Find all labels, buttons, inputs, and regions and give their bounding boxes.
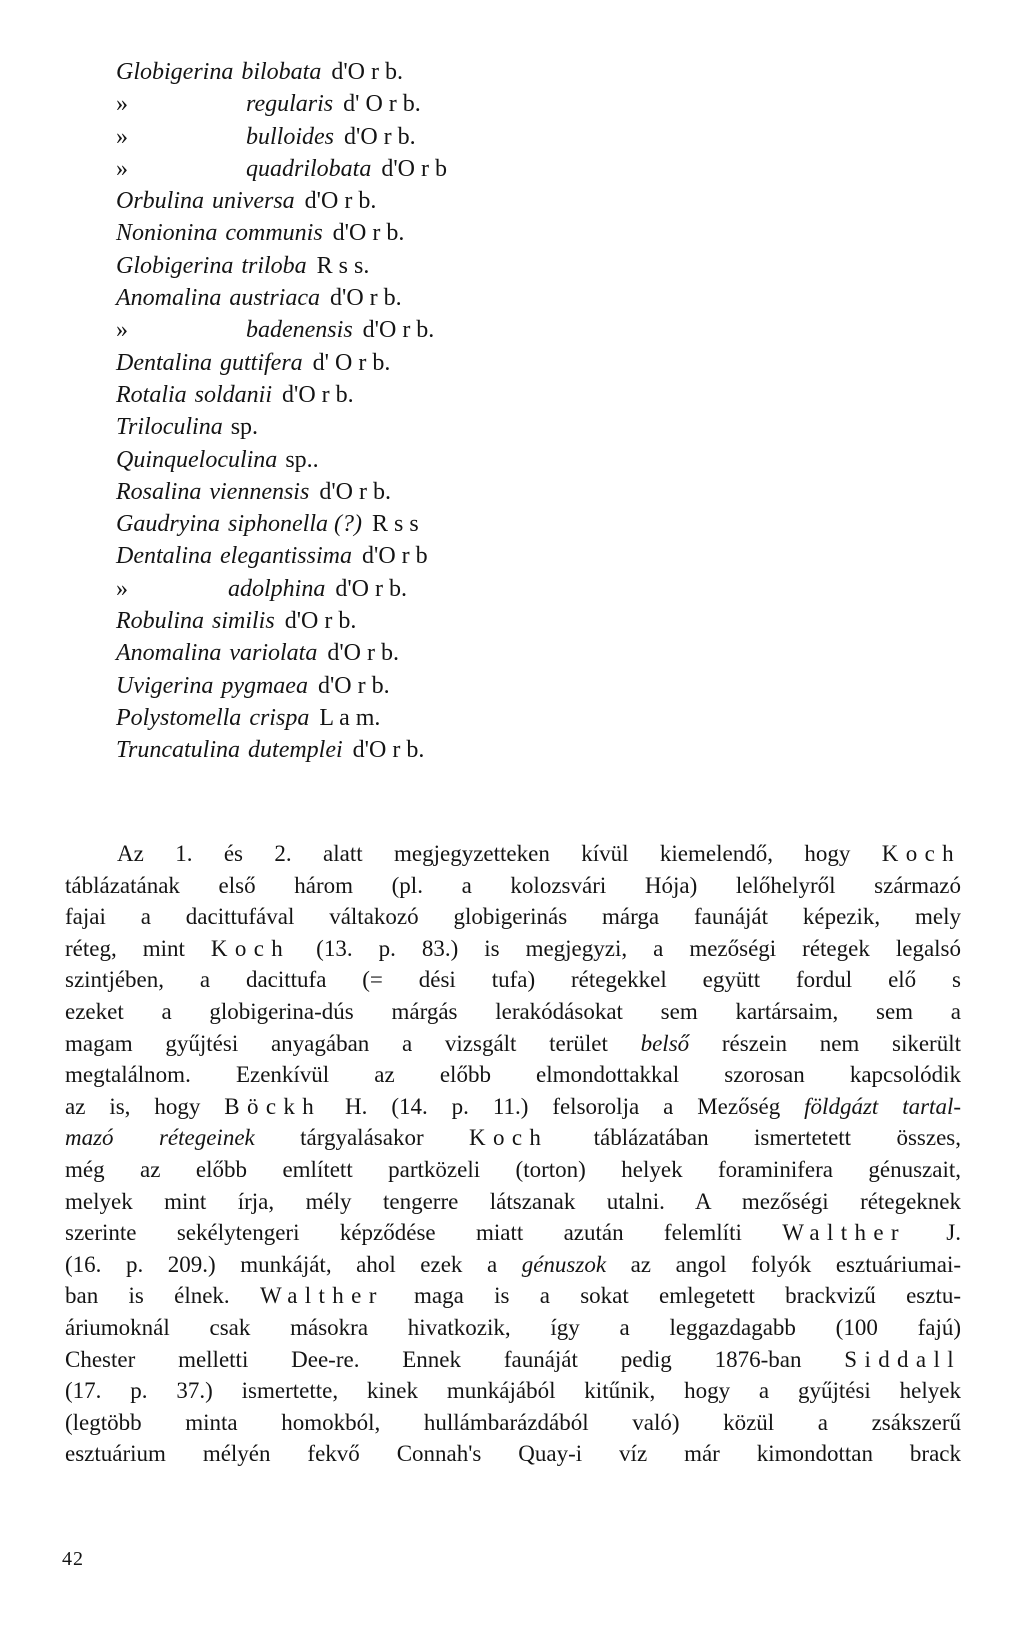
genus-name: Truncatulina	[116, 737, 241, 764]
species-epithet: similis	[212, 608, 275, 635]
text-run: táblázatának első három (pl. a kolozsvári Hója) lelőhelyről származó	[65, 872, 961, 898]
text-run: maga is a sokat emlegetett brackvizű esztu-	[383, 1283, 961, 1309]
species-epithet: quadrilobata	[246, 155, 372, 182]
text-run: fajai a dacittufával váltakozó globigerinás márga faunáját képezik, mely	[65, 904, 961, 930]
ditto-mark: »	[116, 317, 128, 344]
species-epithet: regularis	[246, 91, 334, 118]
species-entry	[116, 605, 716, 637]
genus-name: Anomalina	[116, 285, 222, 312]
genus-name: Globigerina	[116, 59, 234, 85]
text-line	[65, 1154, 961, 1186]
species-entry	[116, 88, 716, 120]
text-line	[65, 1438, 961, 1470]
species-list	[116, 56, 716, 767]
species-entry	[116, 153, 716, 185]
species-entry	[116, 347, 716, 379]
author-citation: d'O r b.	[317, 672, 390, 699]
species-entry	[116, 379, 716, 411]
species-entry	[116, 314, 716, 346]
text-line	[65, 996, 961, 1028]
genus-name: Dentalina	[116, 543, 212, 570]
genus-name: Uvigerina	[116, 672, 214, 699]
genus-name: Quinqueloculina	[116, 446, 278, 473]
genus-name: Gaudryina	[116, 511, 220, 538]
author-citation: d'O r b	[362, 543, 428, 570]
text-run: az is, hogy	[65, 1093, 225, 1119]
species-entry	[116, 56, 716, 88]
text-run: ezeket a globigerina-dús márgás lerakódásokat sem kartársaim, sem a	[65, 998, 961, 1024]
species-entry	[116, 702, 716, 734]
species-entry	[116, 670, 716, 702]
author-citation: d'O r b.	[335, 575, 407, 602]
text-run: ban is élnek.	[65, 1283, 260, 1309]
author-citation: d'O r b.	[327, 640, 399, 667]
author-citation: L a m.	[319, 704, 381, 731]
species-epithet: triloba	[241, 252, 307, 279]
spaced-author-name: Koch	[210, 935, 291, 961]
spaced-author-name: Walther	[782, 1220, 906, 1246]
text-run: még az előbb említett partközeli (torton) helyek foraminifera génuszait,	[65, 1156, 961, 1182]
text-run: áriumoknál csak másokra hivatkozik, így a leggazdagabb (100 fajú)	[65, 1314, 961, 1340]
text-line	[65, 1312, 961, 1344]
author-citation: d'O r b.	[330, 285, 402, 312]
spaced-author-name: Böckh	[224, 1093, 322, 1119]
text-line	[65, 1375, 961, 1407]
spaced-author-name: Koch	[881, 841, 961, 866]
text-run: (17. p. 37.) ismertette, kinek munkájából kitűnik, hogy a gyűjtési helyek	[65, 1378, 961, 1404]
species-epithet: badenensis	[246, 317, 353, 344]
genus-name: Globigerina	[116, 252, 234, 279]
text-line	[65, 901, 961, 933]
ditto-mark: »	[116, 575, 128, 602]
text-run: (legtöbb minta homokból, hullámbarázdából való) közül a zsákszerű	[65, 1409, 961, 1435]
ditto-mark: »	[116, 123, 128, 150]
spaced-author-name: Koch	[469, 1125, 549, 1151]
text-line	[65, 1249, 961, 1281]
species-epithet: pygmaea	[221, 672, 308, 699]
species-epithet: communis	[225, 220, 323, 247]
text-run: tárgyalásakor	[254, 1125, 469, 1151]
species-entry	[116, 411, 716, 443]
italic-emphasis: génuszok	[521, 1251, 607, 1277]
author-citation: d'O r b.	[284, 608, 357, 635]
text-line	[65, 964, 961, 996]
author-citation: d'O r b	[381, 155, 447, 182]
species-entry	[116, 540, 716, 572]
italic-emphasis: mazó rétegeinek	[65, 1125, 255, 1151]
genus-name: Rotalia	[116, 381, 187, 408]
author-citation: sp..	[285, 446, 319, 473]
spaced-author-name: Walther	[259, 1283, 384, 1309]
species-epithet: dutemplei	[248, 737, 343, 764]
species-epithet: crispa	[249, 704, 310, 731]
genus-name: Nonionina	[116, 220, 218, 247]
spaced-author-name: Siddall	[844, 1346, 961, 1372]
text-line	[65, 838, 961, 870]
genus-name: Dentalina	[116, 349, 212, 376]
text-run: (16. p. 209.) munkáját, ahol ezek a	[65, 1251, 522, 1277]
text-run: megtalálnom. Ezenkívül az előbb elmondottakkal szorosan kapcsolódik	[65, 1062, 961, 1088]
italic-emphasis: földgázt tartal-	[804, 1093, 961, 1119]
text-line	[65, 1091, 961, 1123]
text-run: szintjében, a dacittufa (= dési tufa) rétegekkel együtt fordul elő s	[65, 967, 961, 993]
italic-emphasis: belső	[640, 1030, 690, 1056]
text-line	[65, 1217, 961, 1249]
species-entry	[116, 444, 716, 476]
species-epithet: siphonella (?)	[228, 511, 362, 538]
genus-name: Triloculina	[116, 414, 223, 441]
text-run: J.	[905, 1220, 961, 1246]
species-entry	[116, 508, 716, 540]
genus-name: Anomalina	[116, 640, 222, 667]
species-entry	[116, 573, 716, 605]
text-run: (13. p. 83.) is megjegyzi, a mezőségi rétegek legalsó	[290, 935, 961, 961]
text-line	[65, 1059, 961, 1091]
text-line	[65, 1280, 961, 1312]
author-citation: R s s	[371, 511, 419, 538]
species-epithet: bilobata	[241, 59, 322, 85]
text-run: H. (14. p. 11.) felsorolja a Mezőség	[321, 1093, 805, 1119]
author-citation: d'O r b.	[282, 381, 354, 408]
text-line	[65, 1186, 961, 1218]
species-entry	[116, 476, 716, 508]
text-run: magam gyűjtési anyagában a vizsgált terület	[65, 1030, 641, 1056]
author-citation: d' O r b.	[343, 91, 421, 118]
species-epithet: universa	[212, 188, 295, 215]
species-entry	[116, 121, 716, 153]
text-run: melyek mint írja, mély tengerre látszanak utalni. A mezőségi rétegeknek	[65, 1188, 961, 1214]
text-run: réteg, mint	[65, 935, 211, 961]
species-entry	[116, 282, 716, 314]
species-epithet: elegantissima	[220, 543, 352, 570]
genus-name: Robulina	[116, 608, 204, 635]
text-line	[65, 933, 961, 965]
species-entry	[116, 217, 716, 249]
species-epithet: variolata	[229, 640, 318, 667]
text-run: esztuárium mélyén fekvő Connah's Quay-i víz már kimondottan brack	[65, 1441, 961, 1467]
author-citation: d'O r b.	[352, 737, 425, 764]
body-paragraph	[65, 838, 961, 1470]
species-epithet: soldanii	[194, 381, 273, 408]
genus-name: Rosalina	[116, 478, 202, 505]
genus-name: Polystomella	[116, 704, 242, 731]
species-epithet: bulloides	[246, 123, 334, 150]
text-line	[65, 1407, 961, 1439]
text-run: szerinte sekélytengeri képződése miatt azután felemlíti	[65, 1220, 783, 1246]
author-citation: d' O r b.	[312, 349, 391, 376]
author-citation: sp.	[230, 414, 259, 441]
species-epithet: austriaca	[229, 285, 320, 312]
text-run: táblázatában ismertetett összes,	[548, 1125, 961, 1151]
species-entry	[116, 250, 716, 282]
page-number: 42	[62, 1548, 84, 1570]
author-citation: d'O r b.	[304, 188, 377, 215]
species-entry	[116, 185, 716, 217]
ditto-mark: »	[116, 155, 128, 182]
species-entry	[116, 734, 716, 766]
author-citation: d'O r b.	[331, 59, 403, 85]
ditto-mark: »	[116, 91, 128, 118]
text-line	[65, 1028, 961, 1060]
species-entry	[116, 637, 716, 669]
author-citation: d'O r b.	[332, 220, 405, 247]
text-line	[65, 1344, 961, 1376]
author-citation: R s s.	[316, 252, 370, 279]
species-epithet: guttifera	[220, 349, 303, 376]
author-citation: d'O r b.	[362, 317, 435, 344]
text-run: részein nem sikerült	[689, 1030, 961, 1056]
text-run: az angol folyók esztuáriumai-	[606, 1251, 961, 1277]
species-epithet: viennensis	[209, 478, 310, 505]
species-epithet: adolphina	[228, 575, 326, 602]
text-line	[65, 1122, 961, 1154]
text-line	[65, 870, 961, 902]
author-citation: d'O r b.	[319, 478, 391, 505]
text-run: Chester melletti Dee-re. Ennek faunáját pedig 1876-ban	[65, 1346, 845, 1372]
author-citation: d'O r b.	[344, 123, 416, 150]
text-run: Az 1. és 2. alatt megjegyzetteken kívül kiemelendő, hogy	[117, 841, 882, 866]
genus-name: Orbulina	[116, 188, 205, 215]
